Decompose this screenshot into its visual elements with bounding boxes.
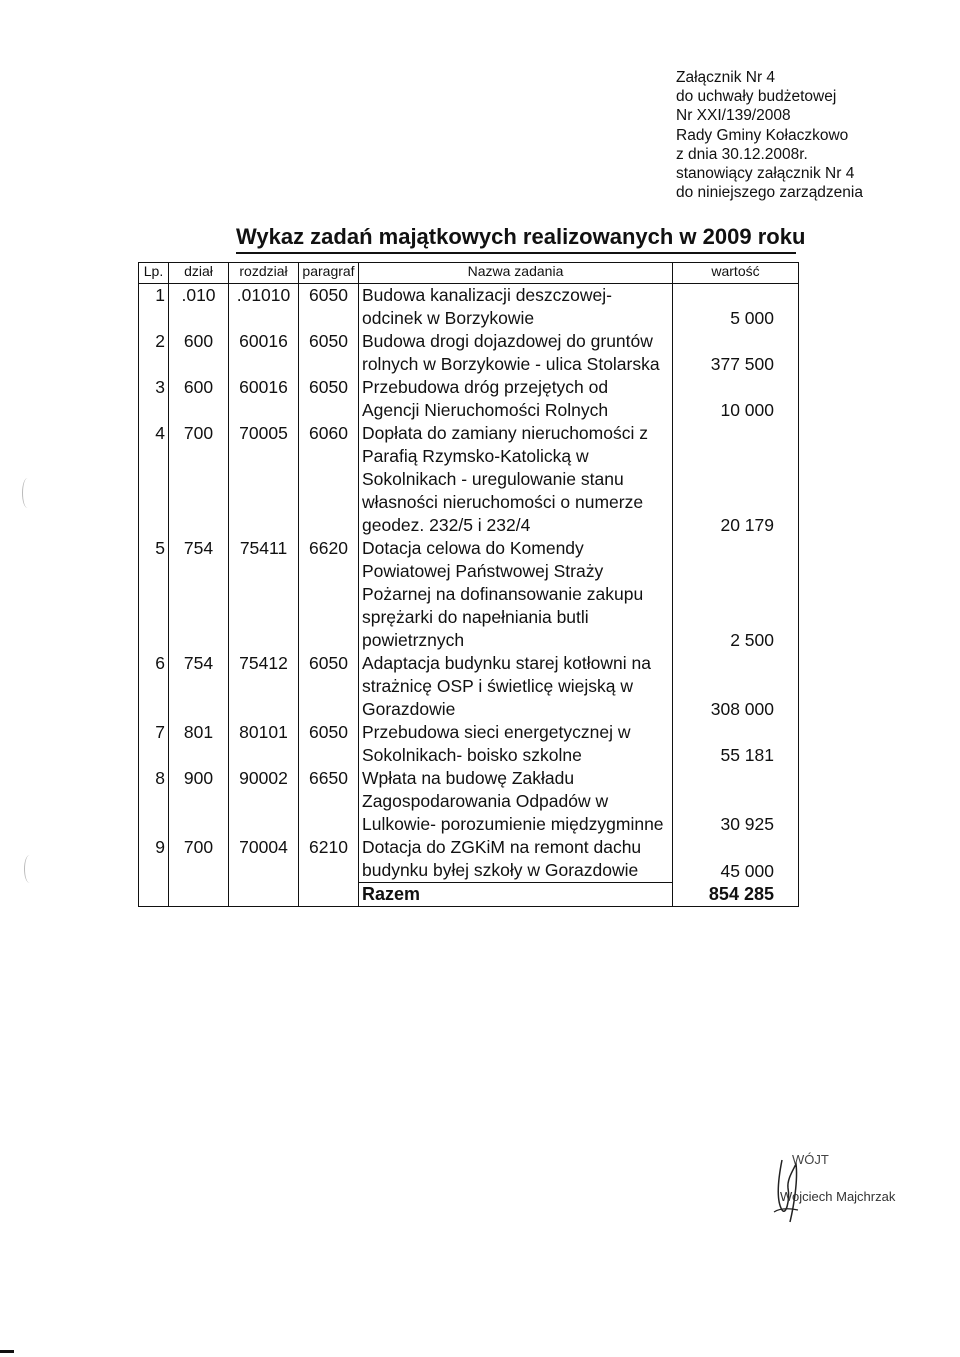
annex-line: stanowiący załącznik Nr 4 <box>676 165 855 183</box>
table-row <box>139 330 799 376</box>
cell-empty <box>299 883 359 907</box>
cell-wartosc: 20 179 <box>673 422 799 537</box>
annex-line: Załącznik Nr 4 <box>676 69 776 86</box>
cell-empty <box>139 883 169 907</box>
scan-mark <box>24 855 35 883</box>
cell-dzial: 600 <box>169 330 229 376</box>
table-row <box>139 376 799 422</box>
cell-nazwa: Wpłata na budowę Zakładu Zagospodarowania Odpadów w Lulkowie- porozumienie międzygminne <box>359 767 673 836</box>
header-nazwa: Nazwa zadania <box>359 263 673 284</box>
cell-lp: 4 <box>139 422 169 537</box>
cell-dzial: 600 <box>169 376 229 422</box>
cell-dzial: 801 <box>169 721 229 767</box>
total-label: Razem <box>359 883 673 907</box>
cell-paragraf: 6620 <box>299 537 359 652</box>
cell-rozdzial: 60016 <box>229 330 299 376</box>
signature-title: WÓJT <box>792 1152 829 1167</box>
cell-rozdzial: 75412 <box>229 652 299 721</box>
table-row <box>139 422 799 537</box>
annex-line: z dnia 30.12.2008r. <box>676 145 808 163</box>
cell-lp: 9 <box>139 836 169 883</box>
cell-wartosc: 10 000 <box>673 376 799 422</box>
cell-lp: 5 <box>139 537 169 652</box>
cell-lp: 7 <box>139 721 169 767</box>
cell-rozdzial: 70004 <box>229 836 299 883</box>
annex-header <box>676 68 863 202</box>
cell-wartosc: 377 500 <box>673 330 799 376</box>
cell-paragraf: 6050 <box>299 330 359 376</box>
cell-nazwa: Adaptacja budynku starej kotłowni na strażnicę OSP i świetlicę wiejską w Gorazdowie <box>359 652 673 721</box>
header-lp: Lp. <box>139 263 169 284</box>
header-paragraf: paragraf <box>299 263 359 284</box>
cell-paragraf: 6050 <box>299 376 359 422</box>
cell-lp: 2 <box>139 330 169 376</box>
table-row <box>139 284 799 331</box>
annex-line: Nr XXI/139/2008 <box>676 107 791 125</box>
cell-nazwa: Dopłata do zamiany nieruchomości z Parafią Rzymsko-Katolicką w Sokolnikach - uregulowanie stanu własności nieruchomości o numerze geodez. 232/5 i 232/4 <box>359 422 673 537</box>
header-wartosc: wartość <box>673 263 799 284</box>
cell-paragraf: 6650 <box>299 767 359 836</box>
header-rozdzial: rozdział <box>229 263 299 284</box>
cell-dzial: .010 <box>169 284 229 331</box>
cell-wartosc: 308 000 <box>673 652 799 721</box>
cell-rozdzial: 75411 <box>229 537 299 652</box>
document-title: Wykaz zadań majątkowych realizowanych w 2009 roku <box>236 224 806 249</box>
cell-dzial: 700 <box>169 836 229 883</box>
table-header-row <box>139 263 799 284</box>
cell-paragraf: 6050 <box>299 652 359 721</box>
cell-nazwa: Dotacja celowa do Komendy Powiatowej Państwowej Straży Pożarnej na dofinansowanie zakupu sprężarki do napełniania butli powietrznych <box>359 537 673 652</box>
cell-wartosc: 30 925 <box>673 767 799 836</box>
table-row <box>139 767 799 836</box>
cell-wartosc: 45 000 <box>673 836 799 883</box>
cell-lp: 8 <box>139 767 169 836</box>
cell-rozdzial: 90002 <box>229 767 299 836</box>
cell-paragraf: 6050 <box>299 721 359 767</box>
cell-rozdzial: 80101 <box>229 721 299 767</box>
cell-rozdzial: 70005 <box>229 422 299 537</box>
annex-line: Rady Gminy Kołaczkowo <box>676 126 849 144</box>
tasks-table <box>138 262 799 907</box>
cell-rozdzial: .01010 <box>229 284 299 331</box>
annex-line: do uchwały budżetowej <box>676 88 837 106</box>
cell-nazwa: Przebudowa dróg przejętych od Agencji Nieruchomości Rolnych <box>359 376 673 422</box>
total-row <box>139 883 799 907</box>
scan-mark <box>0 1350 14 1353</box>
total-value: 854 285 <box>673 883 799 907</box>
scan-mark <box>22 478 33 508</box>
cell-dzial: 900 <box>169 767 229 836</box>
table-row <box>139 721 799 767</box>
cell-empty <box>169 883 229 907</box>
cell-nazwa: Dotacja do ZGKiM na remont dachu budynku byłej szkoły w Gorazdowie <box>359 836 673 883</box>
cell-wartosc: 2 500 <box>673 537 799 652</box>
title-divider <box>236 252 796 254</box>
table-row <box>139 537 799 652</box>
cell-dzial: 754 <box>169 652 229 721</box>
cell-lp: 6 <box>139 652 169 721</box>
cell-rozdzial: 60016 <box>229 376 299 422</box>
header-dzial: dział <box>169 263 229 284</box>
cell-wartosc: 55 181 <box>673 721 799 767</box>
cell-lp: 1 <box>139 284 169 331</box>
cell-lp: 3 <box>139 376 169 422</box>
cell-paragraf: 6060 <box>299 422 359 537</box>
annex-line: do niniejszego zarządzenia <box>676 184 863 202</box>
cell-paragraf: 6210 <box>299 836 359 883</box>
cell-nazwa: Budowa kanalizacji deszczowej- odcinek w Borzykowie <box>359 284 673 331</box>
cell-paragraf: 6050 <box>299 284 359 331</box>
cell-nazwa: Budowa drogi dojazdowej do gruntów rolnych w Borzykowie - ulica Stolarska <box>359 330 673 376</box>
table-row <box>139 652 799 721</box>
cell-dzial: 700 <box>169 422 229 537</box>
signature-name: Wojciech Majchrzak <box>780 1189 896 1204</box>
table-row <box>139 836 799 883</box>
cell-nazwa: Przebudowa sieci energetycznej w Sokolnikach- boisko szkolne <box>359 721 673 767</box>
cell-empty <box>229 883 299 907</box>
cell-wartosc: 5 000 <box>673 284 799 331</box>
cell-dzial: 754 <box>169 537 229 652</box>
